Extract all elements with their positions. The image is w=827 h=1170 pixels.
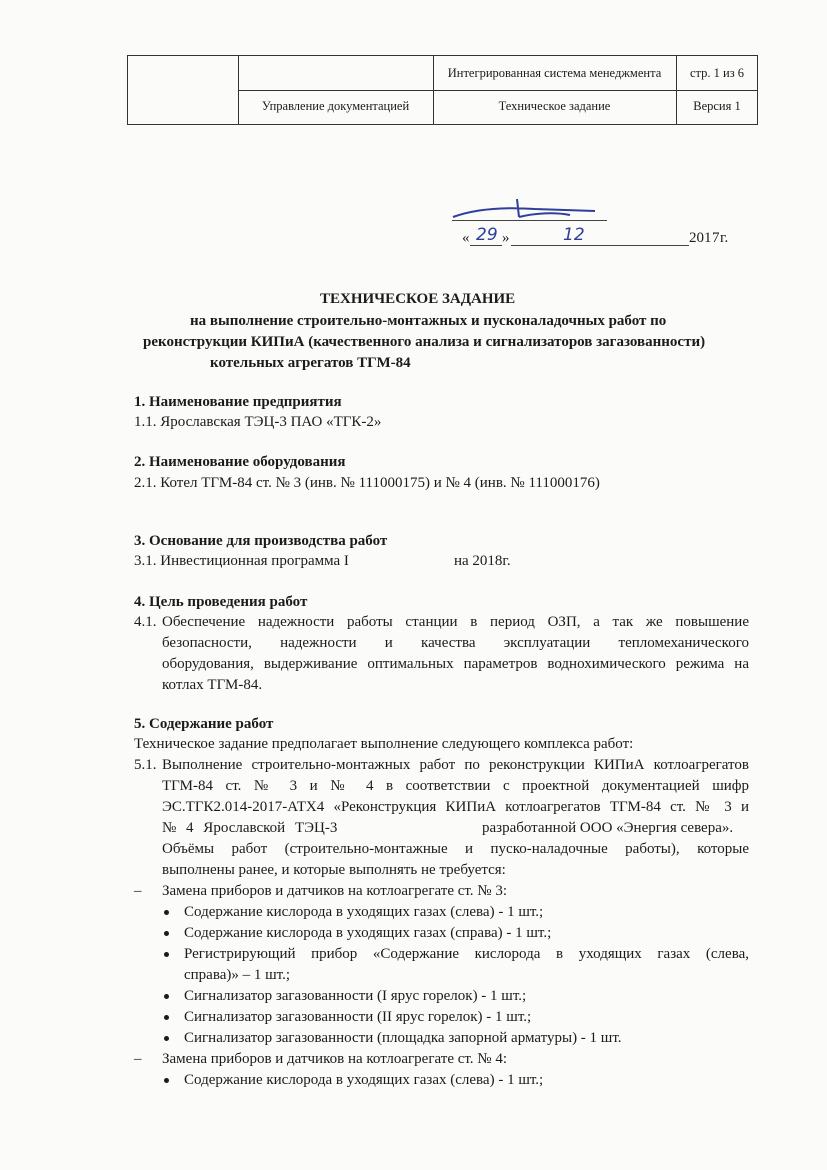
section-5-line-4-end: разработанной ООО «Энергия севера». xyxy=(482,820,734,836)
section-4-line-2: безопасности, надежности и качества эксплуатации тепломеханического xyxy=(162,635,749,651)
header-page-number: стр. 1 из 6 xyxy=(689,66,745,80)
header-system: Интегрированная система менеджмента xyxy=(447,66,662,80)
section-5-line-3: ЭС.ТГК2.014-2017-АТХ4 «Реконструкция КИПиА котлоагрегатов ТГМ-84 ст. № 3 и xyxy=(162,799,749,815)
date-day: 29 xyxy=(476,225,498,245)
section-4-line-1: Обеспечение надежности работы станции в период ОЗП, а так же повышение xyxy=(162,614,749,630)
section-4-line-4: котлах ТГМ-84. xyxy=(162,677,263,693)
group-3-dash: – xyxy=(134,883,142,899)
bullet-icon xyxy=(164,1036,169,1041)
date-day-underline xyxy=(470,245,502,246)
date-year-suffix: г. xyxy=(720,230,729,246)
section-4-line-3: оборудования, выдерживание оптимальных параметров воднохимического режима на xyxy=(162,656,749,672)
section-5-line-1: Выполнение строительно-монтажных работ по реконструкции КИПиА котлоагрегатов xyxy=(162,757,749,773)
section-5-line-2: ТГМ-84 ст. № 3 и № 4 в соответствии с проектной документацией шифр xyxy=(162,778,749,794)
section-5-line-6: выполнены ранее, и которые выполнять не требуется: xyxy=(162,862,506,878)
header-doc-type: Техническое задание xyxy=(498,99,611,113)
bullet-icon xyxy=(164,1078,169,1083)
group-3-title: Замена приборов и датчиков на котлоагрегате ст. № 3: xyxy=(162,883,508,899)
bullet-icon xyxy=(164,910,169,915)
section-3-heading: 3. Основание для производства работ xyxy=(134,533,388,549)
section-2-item-1: 2.1. Котел ТГМ-84 ст. № 3 (инв. № 111000175) и № 4 (инв. № 111000176) xyxy=(134,475,600,491)
bullet-icon xyxy=(164,994,169,999)
bullet-icon xyxy=(164,931,169,936)
header-department: Управление документацией xyxy=(261,99,410,113)
bullet-icon xyxy=(164,952,169,957)
doc-subtitle-line-1: на выполнение строительно-монтажных и пусконаладочных работ по xyxy=(190,313,667,329)
section-5-line-5: Объёмы работ (строительно-монтажные и пуско-наладочные работы), которые xyxy=(162,841,749,857)
section-1-heading: 1. Наименование предприятия xyxy=(134,394,342,410)
date-open-quote: « xyxy=(462,230,470,246)
section-4-heading: 4. Цель проведения работ xyxy=(134,594,308,610)
section-2-heading: 2. Наименование оборудования xyxy=(134,454,346,470)
group-3-item-1: Содержание кислорода в уходящих газах (слева) - 1 шт.; xyxy=(184,904,544,920)
signature-line xyxy=(452,220,607,221)
section-5-heading: 5. Содержание работ xyxy=(134,716,274,732)
section-5-line-4-start: № 4 Ярославской ТЭЦ-3 xyxy=(162,820,338,836)
section-5-intro: Техническое задание предполагает выполнение следующего комплекса работ: xyxy=(134,736,634,752)
group-4-title: Замена приборов и датчиков на котлоагрегате ст. № 4: xyxy=(162,1051,508,1067)
group-3-item-3-line-2: справа)» – 1 шт.; xyxy=(184,967,291,983)
date-month-underline xyxy=(511,245,689,246)
group-4-dash: – xyxy=(134,1051,142,1067)
doc-title: ТЕХНИЧЕСКОЕ ЗАДАНИЕ xyxy=(320,291,516,307)
group-3-item-2: Содержание кислорода в уходящих газах (справа) - 1 шт.; xyxy=(184,925,552,941)
date-month: 12 xyxy=(563,225,585,245)
group-3-item-4: Сигнализатор загазованности (I ярус горелок) - 1 шт.; xyxy=(184,988,527,1004)
section-5-item-number: 5.1. xyxy=(134,757,157,773)
section-3-item-1-start: 3.1. Инвестиционная программа I xyxy=(134,553,349,569)
date-close-quote: » xyxy=(502,230,510,246)
group-4-item-1: Содержание кислорода в уходящих газах (слева) - 1 шт.; xyxy=(184,1072,544,1088)
group-3-item-6: Сигнализатор загазованности (площадка запорной арматуры) - 1 шт. xyxy=(184,1030,622,1046)
section-1-item-1: 1.1. Ярославская ТЭЦ-3 ПАО «ТГК-2» xyxy=(134,414,382,430)
bullet-icon xyxy=(164,1015,169,1020)
doc-subtitle-line-2: реконструкции КИПиА (качественного анализа и сигнализаторов загазованности) xyxy=(143,334,706,350)
group-3-item-3-line-1: Регистрирующий прибор «Содержание кислорода в уходящих газах (слева, xyxy=(184,946,749,962)
date-year-digit: 7 xyxy=(712,230,720,246)
group-3-item-5: Сигнализатор загазованности (II ярус горелок) - 1 шт.; xyxy=(184,1009,532,1025)
section-4-item-number: 4.1. xyxy=(134,614,157,630)
doc-subtitle-line-3: котельных агрегатов ТГМ-84 xyxy=(210,355,411,371)
date-year: 201 xyxy=(689,230,712,246)
header-version: Версия 1 xyxy=(693,99,741,113)
section-3-item-1-end: на 2018г. xyxy=(454,553,511,569)
